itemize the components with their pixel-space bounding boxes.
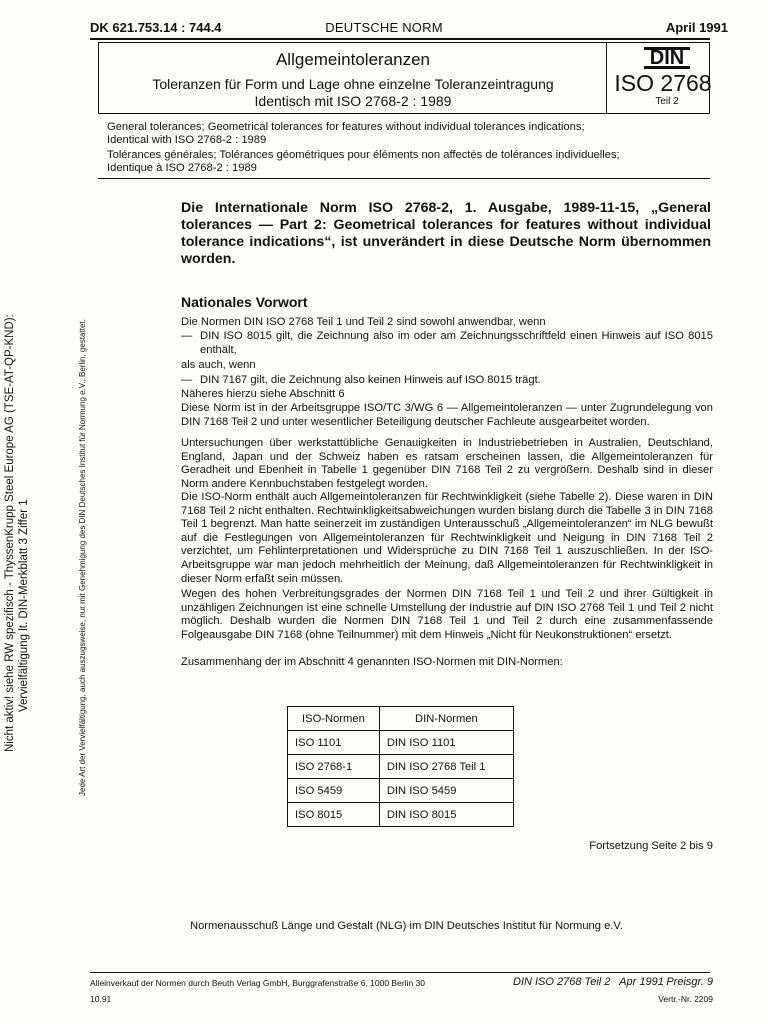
paragraph: Die ISO-Norm enthält auch Allgemeintoleranzen für Rechtwinkligkeit (siehe Tabelle 2). Diese waren in DIN 7168 Teil 2 nicht enthalten. Rechtwinkligkeitsabweichungen wurden bislang durch die Tabelle 3 in DIN 7168 Teil 1 begrenzt. Man hatte seinerzeit im zuständigen Unterausschuß „Allgemeintoleranzen“ im NLG bewußt auf die Festlegungen von Allgemeintoleranzen für Rechtwinkligkeit und Neigung in DIN 7168 Teil 2 verzichtet, um Fehlinterpretationen und Widersprüche zu DIN 7168 Teil 1 auszuschließen. In der ISO-Arbeitsgruppe war man jedoch mehrheitlich der Meinung, daß Allgemeintoleranzen für Rechtwinkligkeit in dieser Norm erfaßt sein müssen. xyxy=(181,491,713,585)
list-item: DIN ISO 8015 gilt, die Zeichnung also im oder am Zeichnungsschriftfeld einen Hinweis auf ISO 8015 enthält, xyxy=(200,330,713,356)
table-row xyxy=(288,803,514,827)
paragraph: Untersuchungen über werkstattübliche Genauigkeiten in Industriebetrieben in Australien, Deutschland, England, Japan und der Schweiz haben es ratsam erscheinen lassen, die Allgemeintoleranzen für Geradheit und Ebenheit in Tabelle 1 gegenüber DIN 7168 Teil 2 zu vergrößern. Deshalb sind in dieser Norm andere Kennbuchstaben festgelegt worden. xyxy=(181,437,713,490)
french-title-line-1: Tolérances générales; Tolérances géométriques pour éléments non affectés de tolérances individuelles; xyxy=(107,149,620,161)
stamp-line-2: Vervielfältigung lt. DIN-Merkblatt 3 Ziffer 1 xyxy=(18,499,30,712)
french-title xyxy=(107,149,697,175)
stamp-line-1: Nicht aktiv! siehe RW spezifisch - ThyssenKrupp Steel Europe AG (TSE-AT-QP-KND): xyxy=(4,314,16,752)
table-cell: DIN ISO 5459 xyxy=(379,779,513,803)
table-cell: DIN ISO 2768 Teil 1 xyxy=(379,755,513,779)
document-reference: DIN ISO 2768 Teil 2 Apr 1991 xyxy=(513,976,664,988)
edition-code: 10.91 xyxy=(90,994,112,1004)
english-title-line-2: Identical with ISO 2768-2 : 1989 xyxy=(107,134,267,146)
din-logo: DIN xyxy=(644,47,690,69)
price-group: Preisgr. 9 xyxy=(666,976,713,988)
norm-mapping-table xyxy=(287,706,514,827)
table-row xyxy=(288,779,514,803)
list-dash: — xyxy=(181,330,193,342)
copyright-notice: Jede Art der Vervielfältigung, auch auszugsweise, nur mit Genehmigung des DIN Deutsches Institut für Normung e.V., Berlin, gestattet. xyxy=(78,319,87,796)
footer-rule xyxy=(90,972,710,973)
sales-note: Alleinverkauf der Normen durch Beuth Verlag GmbH, Burggrafenstraße 6, 1000 Berlin 30 xyxy=(90,978,425,988)
english-title xyxy=(107,121,697,147)
title-subtitle xyxy=(98,76,608,110)
dk-number: DK 621.753.14 : 744.4 xyxy=(90,20,222,35)
table-row xyxy=(288,731,514,755)
norm-type: DEUTSCHE NORM xyxy=(325,20,443,35)
continuation-note: Fortsetzung Seite 2 bis 9 xyxy=(589,840,713,852)
table-header: DIN-Normen xyxy=(379,707,513,731)
paragraph: Diese Norm ist in der Arbeitsgruppe ISO/TC 3/WG 6 — Allgemeintoleranzen — unter Zugrundelegung von DIN 7168 Teil 2 und unter wesentlicher Beteiligung deutscher Fachleute ausgearbeitet worden. xyxy=(181,402,713,428)
list-item: DIN 7167 gilt, die Zeichnung also keinen Hinweis auf ISO 8015 trägt. xyxy=(200,374,541,386)
paragraph: Wegen des hohen Verbreitungsgrades der Normen DIN 7168 Teil 1 und Teil 2 und ihrer Gültigkeit in unzähligen Zeichnungen ist eine schnelle Umstellung der Industrie auf DIN ISO 2768 Teil 1 und Teil 2 nicht möglich. Deshalb wurden die Normen DIN 7168 Teil 1 und Teil 2 durch eine zusammenfassende Folgeausgabe DIN 7168 (ohne Teilnummer) mit dem Hinweis „Nicht für Neukonstruktionen“ ersetzt. xyxy=(181,588,713,641)
table-cell: ISO 8015 xyxy=(288,803,380,827)
subtitle-line-2: Identisch mit ISO 2768-2 : 1989 xyxy=(254,93,452,109)
distribution-number: Vertr.-Nr. 2209 xyxy=(658,994,713,1004)
french-title-line-2: Identique à ISO 2768-2 : 1989 xyxy=(107,162,257,174)
table-cell: DIN ISO 8015 xyxy=(379,803,513,827)
paragraph: als auch, wenn xyxy=(181,359,256,371)
paragraph: Zusammenhang der im Abschnitt 4 genannten ISO-Normen mit DIN-Normen: xyxy=(181,656,563,668)
table-cell: ISO 2768-1 xyxy=(288,755,380,779)
standard-part: Teil 2 xyxy=(655,96,679,107)
issue-date: April 1991 xyxy=(665,20,728,35)
section-heading: Nationales Vorwort xyxy=(181,294,308,310)
header-rule xyxy=(90,38,710,40)
subtitle-line-1: Toleranzen für Form und Lage ohne einzelne Toleranzeintragung xyxy=(152,76,554,92)
page-title: Allgemeintoleranzen xyxy=(275,50,431,69)
table-cell: ISO 5459 xyxy=(288,779,380,803)
standard-number: ISO 2768 xyxy=(614,70,712,96)
paragraph: Die Normen DIN ISO 2768 Teil 1 und Teil 2 sind sowohl anwendbar, wenn xyxy=(181,316,546,328)
table-cell: DIN ISO 1101 xyxy=(379,731,513,755)
adoption-statement: Die Internationale Norm ISO 2768-2, 1. Ausgabe, 1989-11-15, „General tolerances — Part 2: Geometrical tolerances for features without individual tolerance indications“, ist unverändert in diese Deutsche Norm übernommen worden. xyxy=(181,200,711,267)
translation-rule xyxy=(98,178,710,179)
table-row xyxy=(288,755,514,779)
committee-line: Normenausschuß Länge und Gestalt (NLG) im DIN Deutsches Institut für Normung e.V. xyxy=(190,920,623,932)
table-header: ISO-Normen xyxy=(288,707,380,731)
table-header-row xyxy=(288,707,514,731)
list-dash: — xyxy=(181,374,193,386)
table-cell: ISO 1101 xyxy=(288,731,380,755)
paragraph: Näheres hierzu siehe Abschnitt 6 xyxy=(181,388,345,400)
english-title-line-1: General tolerances; Geometrical tolerances for features without individual tolerances indications; xyxy=(107,121,585,133)
